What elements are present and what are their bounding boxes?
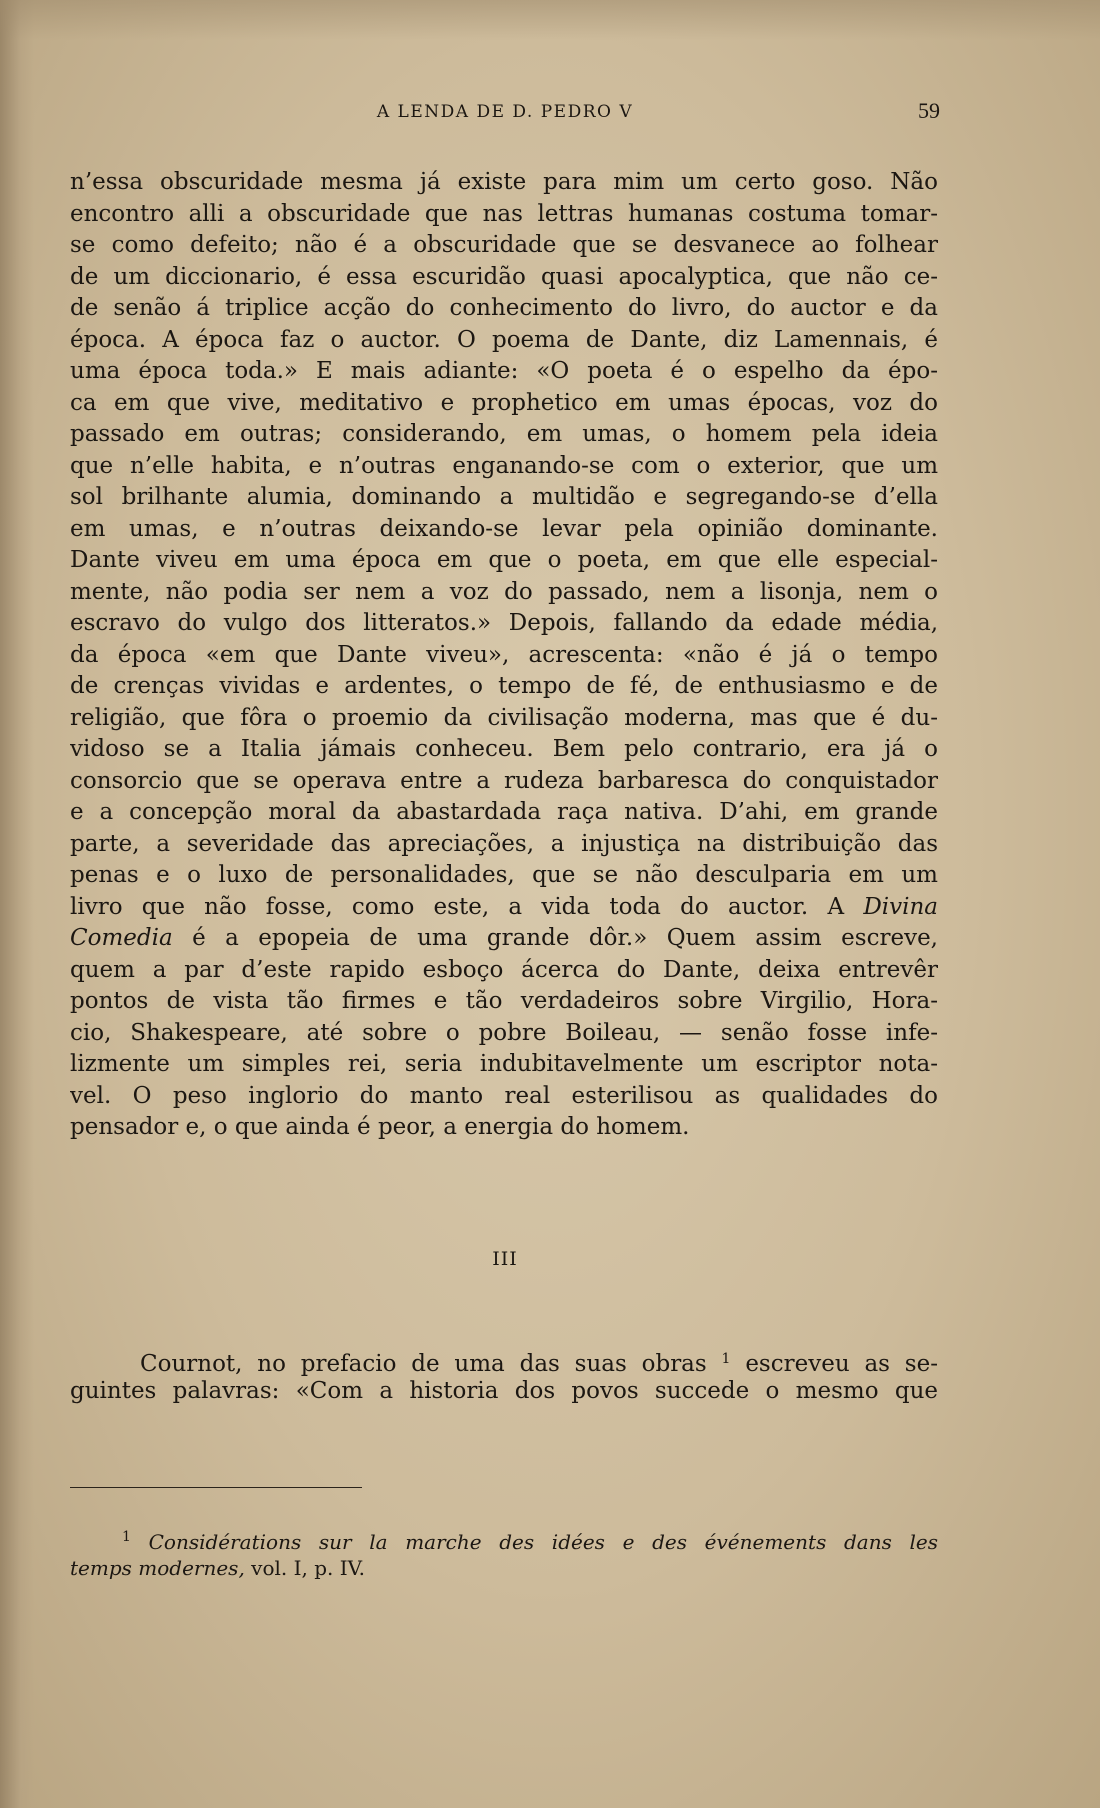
text-segment: livro que não fosse, como este, a vida toda do auctor. A bbox=[70, 893, 845, 920]
footnote-marker: 1 bbox=[721, 1351, 731, 1367]
italic-title: Divina bbox=[863, 893, 938, 920]
text-line: parte, a severidade das apreciações, a injustiça na distribuição das bbox=[70, 830, 938, 857]
italic-title: Comedia bbox=[70, 925, 173, 951]
footnote-divider bbox=[70, 1487, 362, 1488]
footnote-reference: vol. I, p. IV. bbox=[251, 1556, 365, 1580]
text-line: religião, que fôra o proemio da civilisação moderna, mas que é du- bbox=[70, 704, 938, 731]
text-line: lizmente um simples rei, seria indubitavelmente um escriptor nota- bbox=[70, 1051, 938, 1077]
text-line: guintes palavras: «Com a historia dos povos succede o mesmo que bbox=[70, 1377, 938, 1404]
section-heading: III bbox=[492, 1248, 518, 1270]
text-line-with-italic bbox=[70, 923, 938, 955]
text-line: que n’elle habita, e n’outras enganando-se com o exterior, que um bbox=[70, 452, 938, 479]
footnote-line bbox=[70, 1524, 938, 1555]
footnote-line bbox=[70, 1555, 938, 1581]
running-title: A LENDA DE D. PEDRO V bbox=[376, 102, 634, 122]
text-line: de um diccionario, é essa escuridão quasi apocalyptica, que não ce- bbox=[70, 263, 938, 290]
text-line: vel. O peso inglorio do manto real esterilisou as qualidades do bbox=[70, 1082, 938, 1109]
text-line: época. A época faz o auctor. O poema de Dante, diz Lamennais, é bbox=[70, 326, 938, 353]
text-line: sol brilhante alumia, dominando a multidão e segregando-se d’ella bbox=[70, 484, 938, 510]
text-line: pensador e, o que ainda é peor, a energia do homem. bbox=[70, 1114, 690, 1140]
body-text bbox=[70, 167, 938, 1144]
text-line: Dante viveu em uma época em que o poeta, em que elle especial- bbox=[70, 547, 938, 573]
text-line: da época «em que Dante viveu», acrescenta: «não é já o tempo bbox=[70, 641, 938, 668]
footnote-title: Considérations sur la marche des idées e des événements dans les bbox=[148, 1530, 939, 1554]
page-edge-shadow bbox=[0, 0, 34, 1808]
text-segment: Cournot, no prefacio de uma das suas obras bbox=[140, 1351, 707, 1376]
text-line: penas e o luxo de personalidades, que se não desculparia em um bbox=[70, 862, 938, 888]
text-line: n’essa obscuridade mesma já existe para mim um certo goso. Não bbox=[70, 169, 938, 195]
section-text bbox=[70, 1344, 938, 1407]
text-line: cio, Shakespeare, até sobre o pobre Boileau, — senão fosse infe- bbox=[70, 1019, 938, 1046]
text-segment: é a epopeia de uma grande dôr.» Quem assim escreve, bbox=[192, 925, 938, 951]
page-number: 59 bbox=[918, 98, 940, 123]
text-line: e a concepção moral da abastardada raça nativa. D’ahi, em grande bbox=[70, 799, 938, 825]
text-line: pontos de vista tão firmes e tão verdadeiros sobre Virgilio, Hora- bbox=[70, 988, 938, 1014]
text-line: uma época toda.» E mais adiante: «O poeta é o espelho da épo- bbox=[70, 358, 938, 384]
text-line: de crenças vividas e ardentes, o tempo de fé, de enthusiasmo e de bbox=[70, 673, 938, 699]
text-line: consorcio que se operava entre a rudeza barbaresca do conquistador bbox=[70, 767, 938, 794]
text-line: vidoso se a Italia jámais conheceu. Bem pelo contrario, era já o bbox=[70, 736, 938, 762]
running-head bbox=[70, 98, 940, 132]
page-top-shadow bbox=[0, 0, 1100, 40]
text-segment: escreveu as se- bbox=[745, 1351, 938, 1376]
text-line-with-italic bbox=[70, 892, 938, 924]
text-line: mente, não podia ser nem a voz do passado, nem a lisonja, nem o bbox=[70, 578, 938, 605]
text-line: de senão á triplice acção do conhecimento do livro, do auctor e da bbox=[70, 295, 938, 321]
text-line: encontro alli a obscuridade que nas lettras humanas costuma tomar- bbox=[70, 200, 938, 227]
text-line bbox=[70, 1344, 938, 1376]
footnote-title: temps modernes, bbox=[70, 1556, 245, 1580]
footnote bbox=[70, 1524, 938, 1581]
text-line: ca em que vive, meditativo e prophetico em umas épocas, voz do bbox=[70, 389, 938, 416]
text-line: quem a par d’este rapido esboço ácerca do Dante, deixa entrevêr bbox=[70, 956, 938, 983]
text-line: escravo do vulgo dos litteratos.» Depois, fallando da edade média, bbox=[70, 610, 938, 636]
text-line: passado em outras; considerando, em umas, o homem pela ideia bbox=[70, 421, 938, 447]
text-line: se como defeito; não é a obscuridade que se desvanece ao folhear bbox=[70, 232, 938, 258]
text-line: em umas, e n’outras deixando-se levar pela opinião dominante. bbox=[70, 515, 938, 542]
footnote-number: 1 bbox=[122, 1529, 131, 1545]
